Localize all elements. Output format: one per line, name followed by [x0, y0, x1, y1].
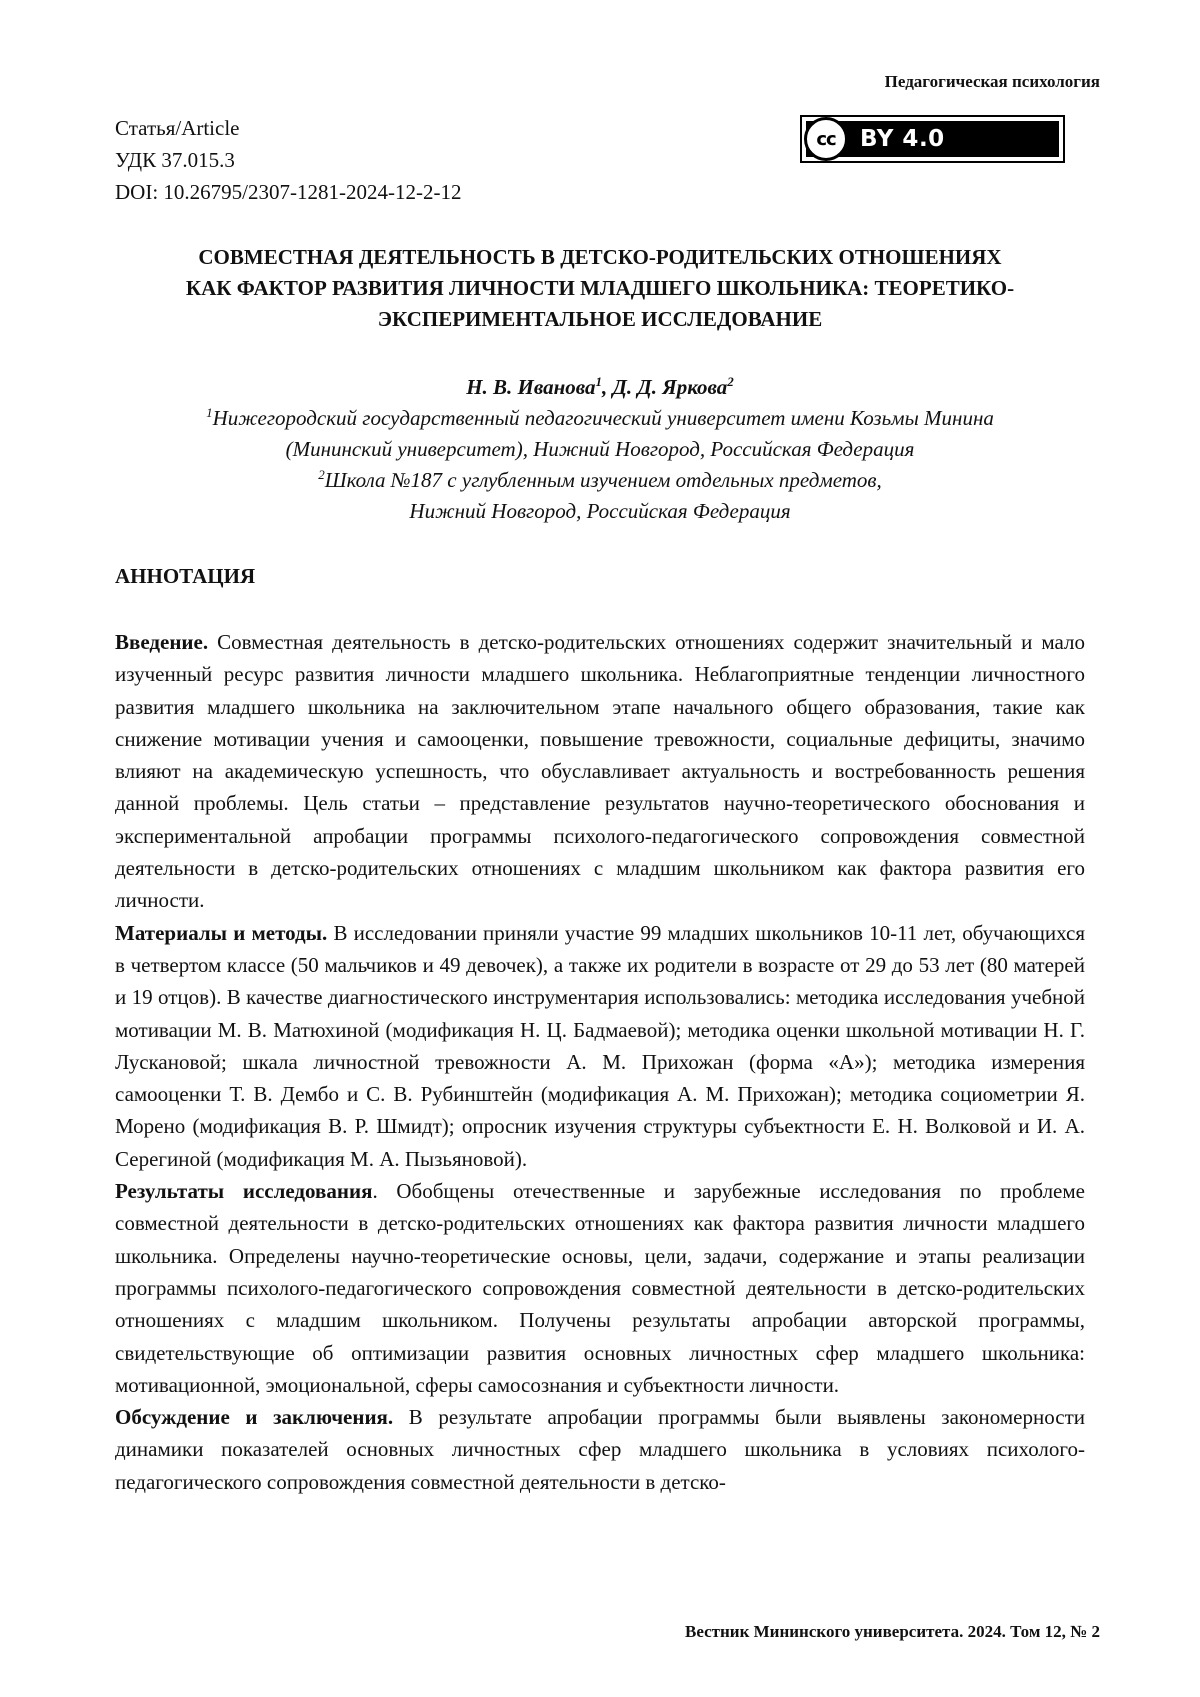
affiliation-2-line-1: Школа №187 с углубленным изучением отдельных предметов,: [324, 468, 882, 492]
paragraph-lead: Результаты исследования: [115, 1179, 373, 1204]
paragraph-lead: Введение.: [115, 630, 209, 654]
affiliation-2-line-2: Нижний Новгород, Российская Федерация: [409, 499, 791, 523]
abstract-body: [115, 626, 1085, 1498]
running-head: Педагогическая психология: [884, 72, 1100, 91]
title-line: СОВМЕСТНАЯ ДЕЯТЕЛЬНОСТЬ В ДЕТСКО-РОДИТЕЛЬСКИХ ОТНОШЕНИЯХ: [198, 245, 1002, 269]
paragraph-lead: Материалы и методы.: [115, 920, 328, 945]
paragraph-text: Совместная деятельность в детско-родительских отношениях содержит значительный и мало изученный ресурс развития личности младшего школьника. Неблагоприятные тенденции личностного развития младшего школьника на заключительном этапе начального общего образования, такие как снижение мотивации учения и самооценки, повышение тревожности, социальные дефициты, значимо влияют на академическую успешность, что обуславливает актуальность и востребованность решения данной проблемы. Цель статьи – представление результатов научно-теоретического обоснования и экспериментальной апробации программы психолого-педагогического сопровождения совместной деятельности в детско-родительских отношениях с младшим школьником как фактора развития его личности.: [115, 630, 1085, 913]
affiliation-1-line-2: (Мининский университет), Нижний Новгород, Российская Федерация: [285, 437, 915, 461]
paragraph-lead: Обсуждение и заключения.: [115, 1405, 394, 1430]
author-separator: ,: [602, 375, 608, 399]
author-2-affiliation-marker: 2: [727, 374, 734, 389]
license-label: BY 4.0: [860, 126, 945, 152]
affiliation-2: [115, 465, 1085, 496]
author-names: [115, 372, 1085, 403]
affiliation-1-marker: 1: [206, 405, 213, 420]
creative-commons-icon: cc: [804, 117, 848, 161]
title-line: КАК ФАКТОР РАЗВИТИЯ ЛИЧНОСТИ МЛАДШЕГО ШКОЛЬНИКА: ТЕОРЕТИКО-: [185, 276, 1015, 300]
paragraph-text: В результате апробации программы были выявлены закономерности динамики показателей основных личностных сфер младшего школьника в условиях психолого-педагогического сопровождения совместной деятельности в детско-: [115, 1405, 1085, 1494]
affiliation-2-marker: 2: [318, 467, 325, 482]
abstract-paragraph-introduction: [115, 626, 1085, 917]
author-2: Д. Д. Яркова: [607, 375, 728, 399]
authors-block: [115, 372, 1085, 527]
affiliation-1-line-1: Нижегородский государственный педагогический университет имени Козьмы Минина: [212, 406, 994, 430]
abstract-paragraph-results: [115, 1175, 1085, 1401]
udc-code: УДК 37.015.3: [115, 148, 235, 172]
paragraph-text: . Обобщены отечественные и зарубежные исследования по проблеме совместной деятельности в детско-родительских отношениях как фактора развития личности младшего школьника. Определены научно-теоретические основы, цели, задачи, содержание и этапы реализации программы психолого-педагогического сопровождения совместной деятельности в детско-родительских отношениях с младшим школьником. Получены результаты апробации авторской программы, свидетельствующие об оптимизации развития основных личностных сфер младшего школьника: мотивационной, эмоциональной, сферы самосознания и субъектности личности.: [115, 1179, 1085, 1397]
article-meta: [115, 112, 461, 208]
author-1: Н. В. Иванова: [466, 375, 596, 399]
affiliation-1: [115, 403, 1085, 434]
article-type: Статья/Article: [115, 116, 240, 140]
article-title: [115, 242, 1085, 335]
license-badge-inner: [806, 121, 1059, 157]
doi[interactable]: DOI: 10.26795/2307-1281-2024-12-2-12: [115, 180, 462, 204]
abstract-paragraph-discussion: [115, 1401, 1085, 1498]
abstract-heading: АННОТАЦИЯ: [115, 564, 256, 588]
title-line: ЭКСПЕРИМЕНТАЛЬНОЕ ИССЛЕДОВАНИЕ: [377, 307, 823, 331]
abstract-paragraph-methods: [115, 917, 1085, 1175]
journal-footer: Вестник Мининского университета. 2024. Том 12, № 2: [685, 1622, 1100, 1641]
author-1-affiliation-marker: 1: [595, 374, 603, 389]
paragraph-text: В исследовании приняли участие 99 младших школьников 10-11 лет, обучающихся в четвертом классе (50 мальчиков и 49 девочек), а также их родители в возрасте от 29 до 53 лет (80 матерей и 19 отцов). В качестве диагностического инструментария использовались: методика исследования учебной мотивации М. В. Матюхиной (модификация Н. Ц. Бадмаевой); методика оценки школьной мотивации Н. Г. Лускановой; шкала личностной тревожности А. М. Прихожан (форма «А»); методика измерения самооценки Т. В. Дембо и С. В. Рубинштейн (модификация А. М. Прихожан); методика социометрии Я. Морено (модификация В. Р. Шмидт); опросник изучения структуры субъектности Е. Н. Волковой и И. А. Серегиной (модификация М. А. Пызьяновой).: [115, 920, 1086, 1171]
cc-by-license-badge[interactable]: [800, 115, 1065, 163]
